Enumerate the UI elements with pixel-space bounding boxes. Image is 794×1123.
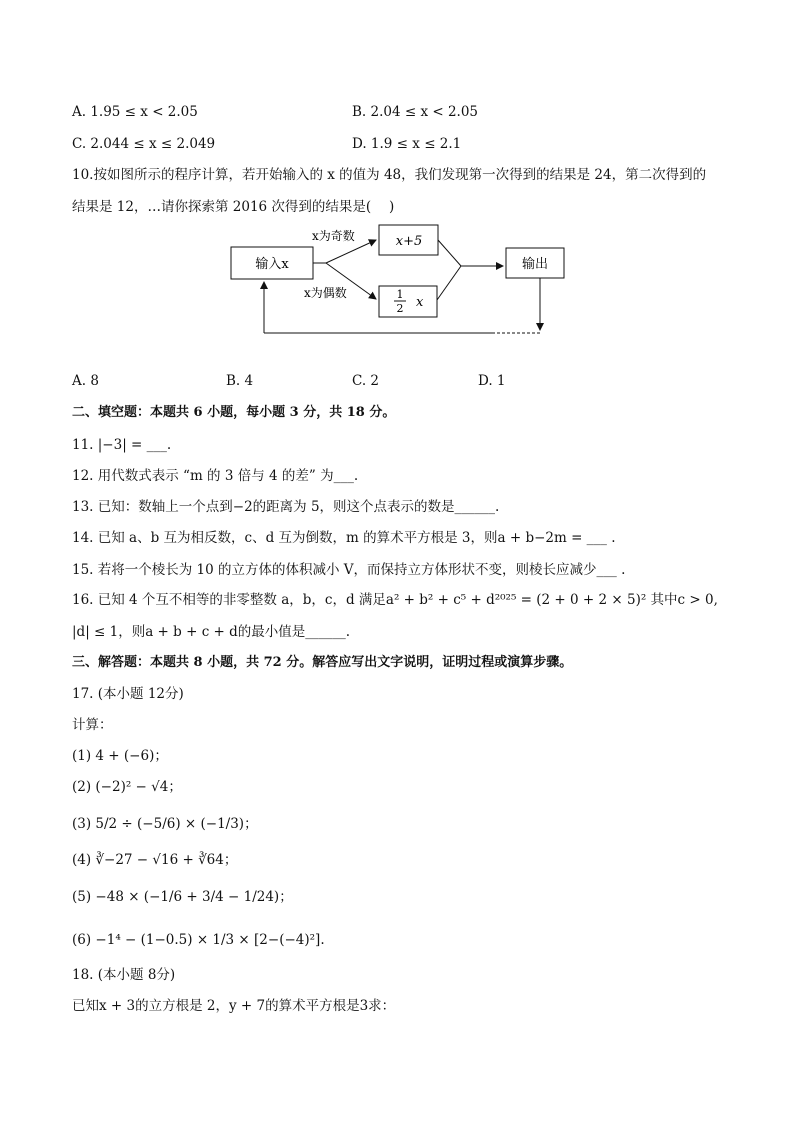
q9-option-d: D. 1.9 ≤ x ≤ 2.1 <box>352 136 462 152</box>
q14: 14. 已知 a、b 互为相反数，c、d 互为倒数，m 的算术平方根是 3，则a + b−2m = ___ . <box>72 530 616 546</box>
flow-even-box-var: x <box>416 295 424 310</box>
flow-odd-box-text: x+5 <box>395 234 423 249</box>
q16-line2: |d| ≤ 1，则a + b + c + d的最小值是______. <box>72 624 351 640</box>
q13: 13. 已知：数轴上一个点到−2的距离为 5，则这个点表示的数是______. <box>72 499 500 515</box>
q17-part2: (2) (−2)² − √4； <box>72 779 182 795</box>
q10-line1: 10.按如图所示的程序计算，若开始输入的 x 的值为 48，我们发现第一次得到的结果是 24，第二次得到的 <box>72 167 707 183</box>
q17-part5: (5) −48 × (−1/6 + 3/4 − 1/24)； <box>72 889 293 905</box>
flow-output-label: 输出 <box>521 257 549 272</box>
q10-line2: 结果是 12，…请你探索第 2016 次得到的结果是( ) <box>72 199 395 215</box>
q10-option-b: B. 4 <box>226 373 254 389</box>
q17-part1: (1) 4 + (−6)； <box>72 748 168 764</box>
flow-even-box-den: 2 <box>396 302 404 315</box>
q18-head: 18. (本小题 8分) <box>72 967 176 983</box>
section2-title: 二、填空题：本题共 6 小题，每小题 3 分，共 18 分。 <box>72 405 396 420</box>
q9-option-a: A. 1.95 ≤ x < 2.05 <box>72 104 198 120</box>
flow-even-label: x为偶数 <box>304 286 347 300</box>
q10-flowchart <box>0 220 794 340</box>
q17-head: 17. (本小题 12分) <box>72 686 184 702</box>
flow-odd-label: x为奇数 <box>312 229 355 243</box>
q9-option-b: B. 2.04 ≤ x < 2.05 <box>352 104 479 120</box>
flow-even-box <box>379 286 437 317</box>
q16-line1: 16. 已知 4 个互不相等的非零整数 a，b，c，d 满足a² + b² + c⁵ + d²⁰²⁵ = (2 + 0 + 2 × 5)² 其中c > 0, <box>72 592 718 608</box>
q18-text: 已知x + 3的立方根是 2，y + 7的算术平方根是3求： <box>72 998 396 1014</box>
q10-option-d: D. 1 <box>478 373 506 389</box>
q17-part4: (4) ∛−27 − √16 + ∛64； <box>72 852 238 868</box>
flow-input-label: 输入x <box>255 257 289 272</box>
q9-option-c: C. 2.044 ≤ x ≤ 2.049 <box>72 136 216 152</box>
q12: 12. 用代数式表示 “m 的 3 倍与 4 的差” 为___. <box>72 468 359 484</box>
q17-part6: (6) −1⁴ − (1−0.5) × 1/3 × [2−(−4)²]. <box>72 932 325 948</box>
q17-part3: (3) 5/2 ÷ (−5/6) × (−1/3)； <box>72 816 258 832</box>
q10-option-a: A. 8 <box>72 373 99 389</box>
q17-intro: 计算： <box>72 717 113 733</box>
q11: 11. |−3| = ___. <box>72 437 172 453</box>
flow-even-box-num: 1 <box>396 288 404 301</box>
section3-title: 三、解答题：本题共 8 小题，共 72 分。解答应写出文字说明，证明过程或演算步骤。 <box>72 655 573 670</box>
q15: 15. 若将一个棱长为 10 的立方体的体积减小 V，而保持立方体形状不变，则棱长应减少___ . <box>72 562 626 578</box>
q10-option-c: C. 2 <box>352 373 380 389</box>
